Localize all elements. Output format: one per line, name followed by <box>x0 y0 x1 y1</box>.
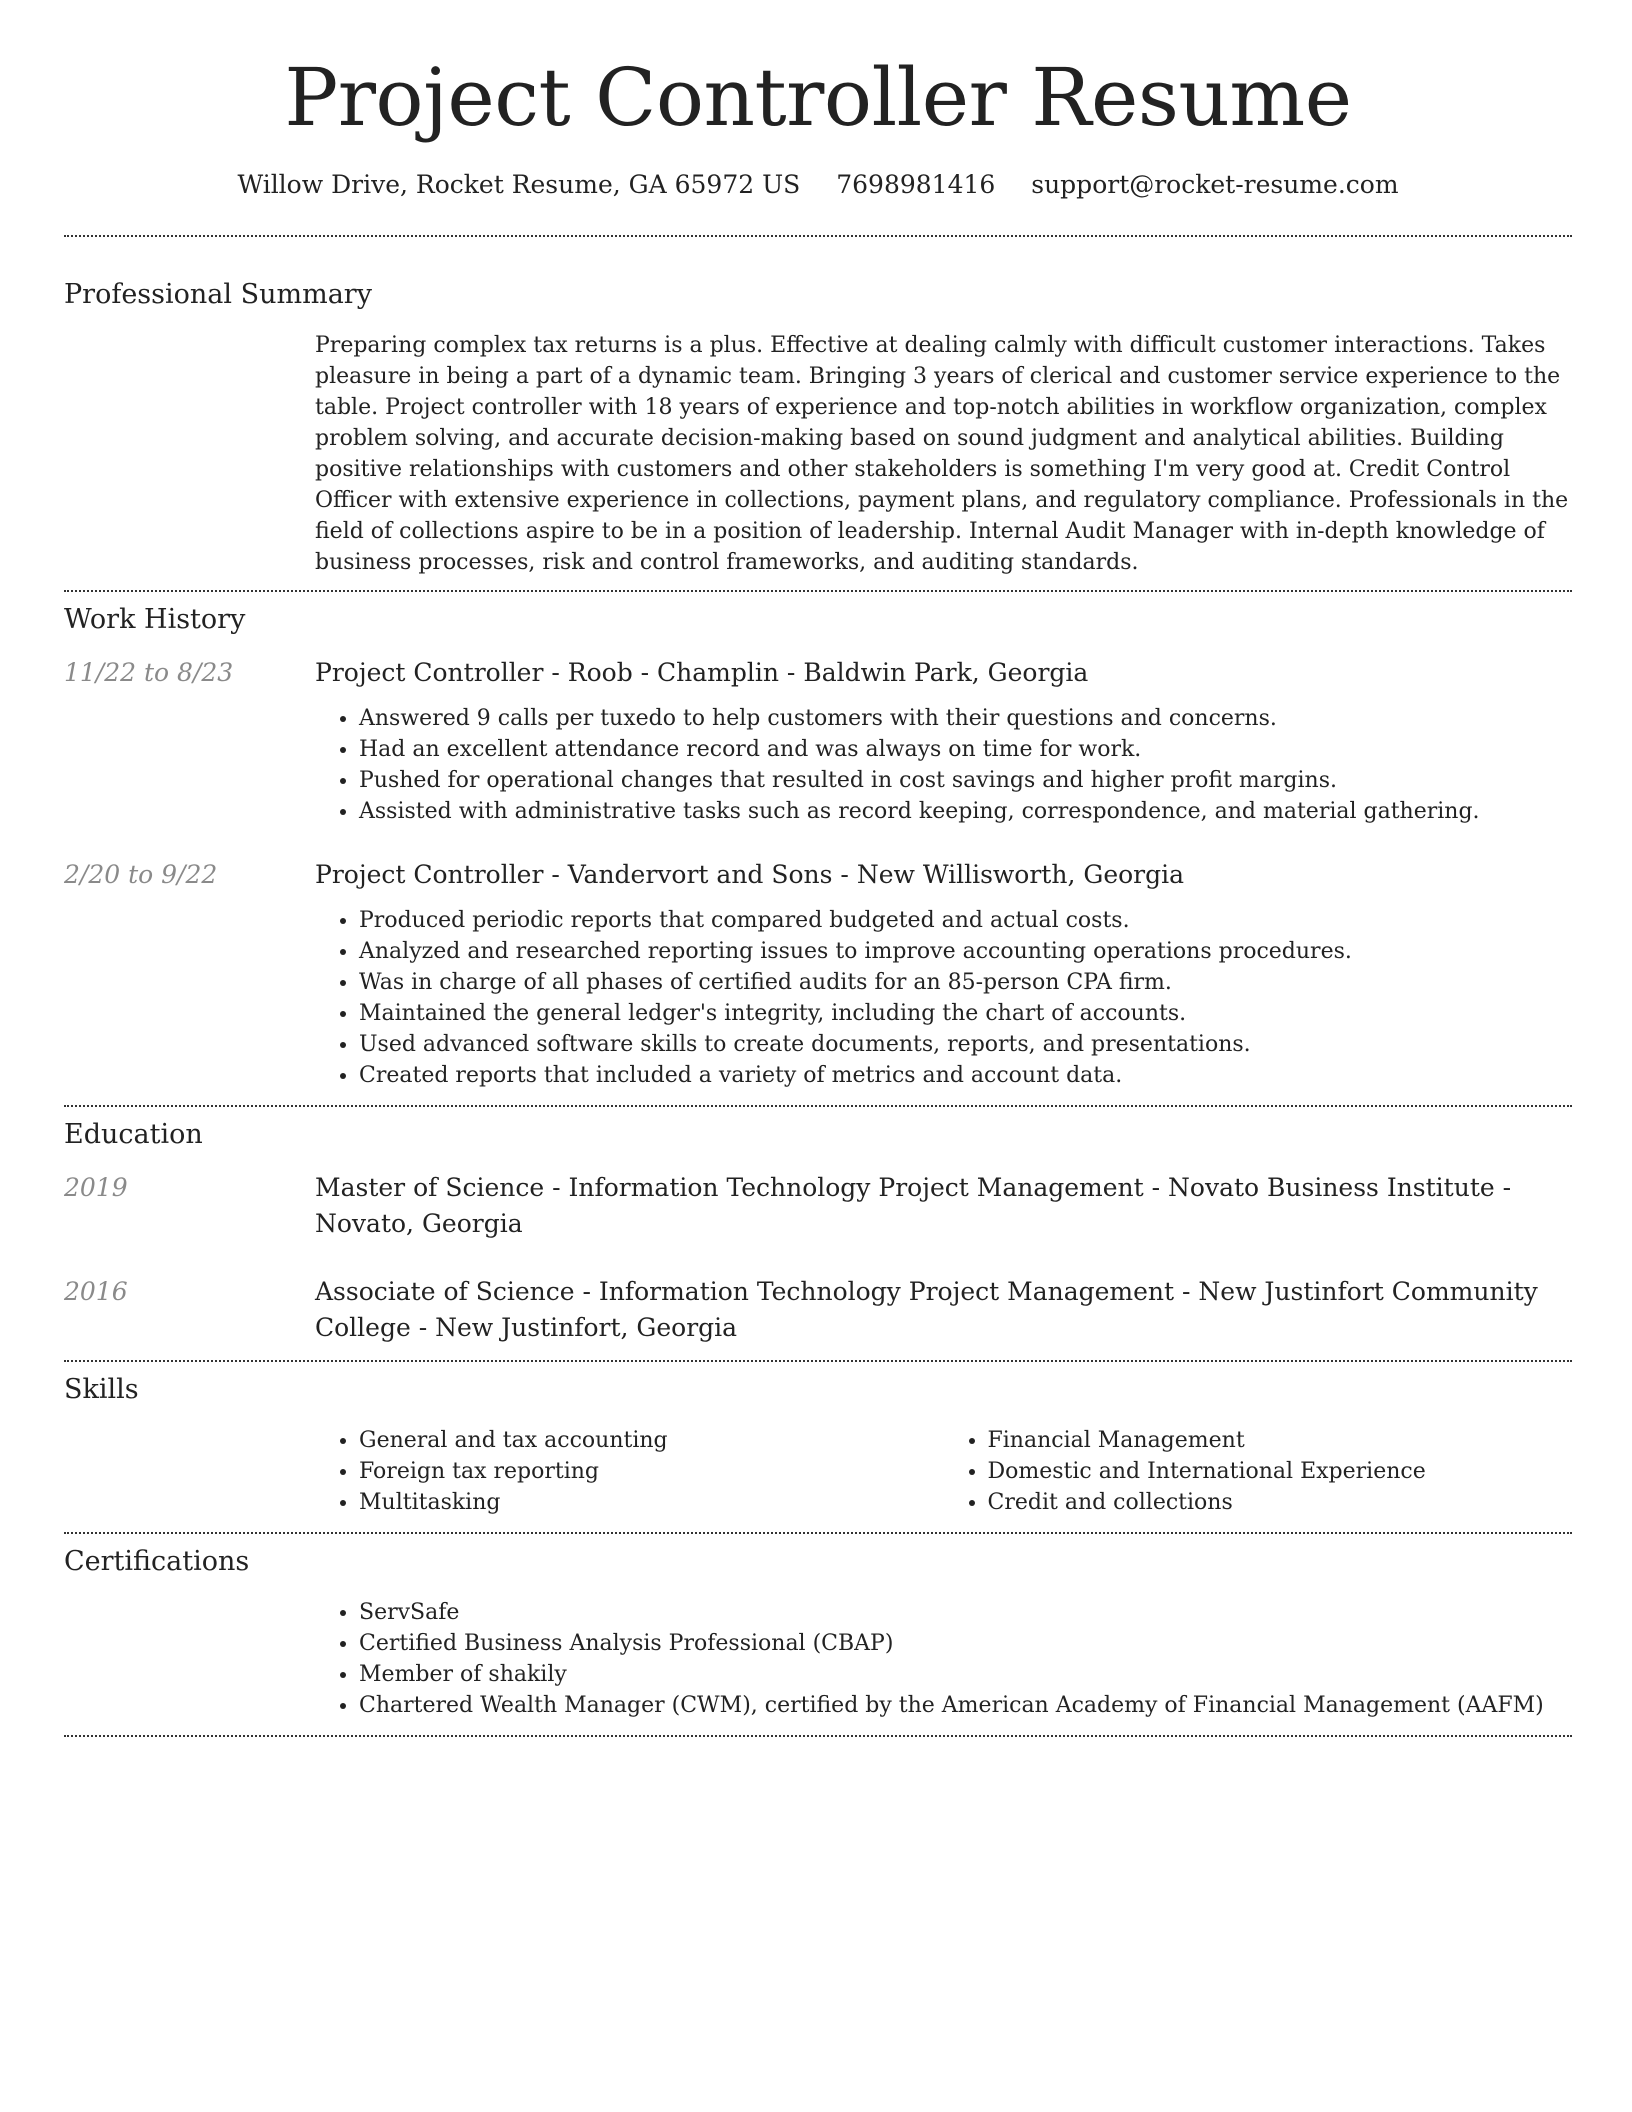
job-bullets <box>315 905 1572 1091</box>
list-item: • General and tax accounting <box>359 1425 944 1456</box>
section-heading-summary: Professional Summary <box>64 279 372 310</box>
list-item: • Produced periodic reports that compared budgeted and actual costs. <box>359 905 1572 936</box>
divider <box>64 235 1572 237</box>
education-details: - New Justinfort Community College - New Justinfort, Georgia <box>315 1277 1538 1342</box>
list-item: • Was in charge of all phases of certified audits for an 85-person CPA firm. <box>359 967 1572 998</box>
education-body <box>315 1170 1572 1242</box>
list-item: • Credit and collections <box>988 1487 1573 1518</box>
list-item: • Certified Business Analysis Professional (CBAP) <box>359 1628 1572 1659</box>
list-item: • Maintained the general ledger's integrity, including the chart of accounts. <box>359 998 1572 1029</box>
list-item: • Assisted with administrative tasks such as record keeping, correspondence, and material gathering. <box>359 796 1572 827</box>
job-entry <box>64 857 1572 1091</box>
resume-page <box>64 0 1572 1737</box>
list-item: • Member of shakily <box>359 1659 1572 1690</box>
education-body <box>315 1274 1572 1346</box>
education-degree: Associate of Science - Information Technology Project Management <box>315 1277 1175 1306</box>
section-heading-work-history: Work History <box>64 604 246 635</box>
certifications-column <box>315 1597 1572 1721</box>
education-details: - Novato Business Institute - Novato, Georgia <box>315 1173 1512 1238</box>
certifications-list <box>315 1597 1572 1721</box>
list-item: • Financial Management <box>988 1425 1573 1456</box>
education-entry <box>64 1170 1572 1242</box>
list-item: • Used advanced software skills to create documents, reports, and presentations. <box>359 1029 1572 1060</box>
education-degree: Master of Science - Information Technology Project Management <box>315 1173 1144 1202</box>
summary-text: Preparing complex tax returns is a plus. Effective at dealing calmly with difficult customer interactions. Takes pleasure in being a part of a dynamic team. Bringing 3 years of clerical and customer service experience to the table. Project controller with 18 years of experience and top-notch abilities in workflow organization, complex problem solving, and accurate decision-making based on sound judgment and analytical abilities. Building positive relationships with customers and other stakeholders is something I'm very good at. Credit Control Officer with extensive experience in collections, payment plans, and regulatory compliance. Professionals in the field of collections aspire to be in a position of leadership. Internal Audit Manager with in-depth knowledge of business processes, risk and control frameworks, and auditing standards. <box>315 333 1569 575</box>
divider <box>64 590 1572 592</box>
job-entry <box>64 655 1572 827</box>
job-heading <box>315 857 1572 893</box>
job-body <box>315 857 1572 1091</box>
divider <box>64 1105 1572 1107</box>
list-item: • Chartered Wealth Manager (CWM), certified by the American Academy of Financial Management (AAFM) <box>359 1690 1572 1721</box>
skills-column <box>315 1425 944 1518</box>
contact-email: support@rocket-resume.com <box>1031 170 1399 199</box>
page-title: Project Controller Resume <box>284 51 1352 144</box>
section-heading-skills: Skills <box>64 1374 139 1405</box>
job-dates: 2/20 to 9/22 <box>64 860 218 889</box>
list-item: • Created reports that included a variety of metrics and account data. <box>359 1060 1572 1091</box>
job-details: - Vandervort and Sons - New Willisworth, Georgia <box>543 860 1185 889</box>
skills-column <box>944 1425 1573 1518</box>
list-item: • Foreign tax reporting <box>359 1456 944 1487</box>
job-dates: 11/22 to 8/23 <box>64 658 234 687</box>
job-title: Project Controller <box>315 860 544 889</box>
skills-list <box>315 1425 1572 1518</box>
divider <box>64 1360 1572 1362</box>
list-item: • Analyzed and researched reporting issues to improve accounting operations procedures. <box>359 936 1572 967</box>
job-body <box>315 655 1572 827</box>
job-title: Project Controller <box>315 658 544 687</box>
education-year: 2019 <box>64 1173 128 1202</box>
contact-address: Willow Drive, Rocket Resume, GA 65972 US <box>237 170 801 199</box>
list-item: • Answered 9 calls per tuxedo to help customers with their questions and concerns. <box>359 703 1572 734</box>
list-item: • Domestic and International Experience <box>988 1456 1573 1487</box>
education-year: 2016 <box>64 1277 128 1306</box>
list-item: • Multitasking <box>359 1487 944 1518</box>
job-heading <box>315 655 1572 691</box>
section-heading-education: Education <box>64 1119 203 1150</box>
list-item: • Pushed for operational changes that resulted in cost savings and higher profit margins. <box>359 765 1572 796</box>
education-entry <box>64 1274 1572 1346</box>
contact-phone: 7698981416 <box>836 170 996 199</box>
divider <box>64 1532 1572 1534</box>
contact-line <box>64 170 1572 199</box>
job-details: - Roob - Champlin - Baldwin Park, Georgia <box>543 658 1089 687</box>
job-bullets <box>315 703 1572 827</box>
list-item: • Had an excellent attendance record and was always on time for work. <box>359 734 1572 765</box>
divider <box>64 1735 1572 1737</box>
section-heading-certifications: Certifications <box>64 1546 250 1577</box>
list-item: • ServSafe <box>359 1597 1572 1628</box>
